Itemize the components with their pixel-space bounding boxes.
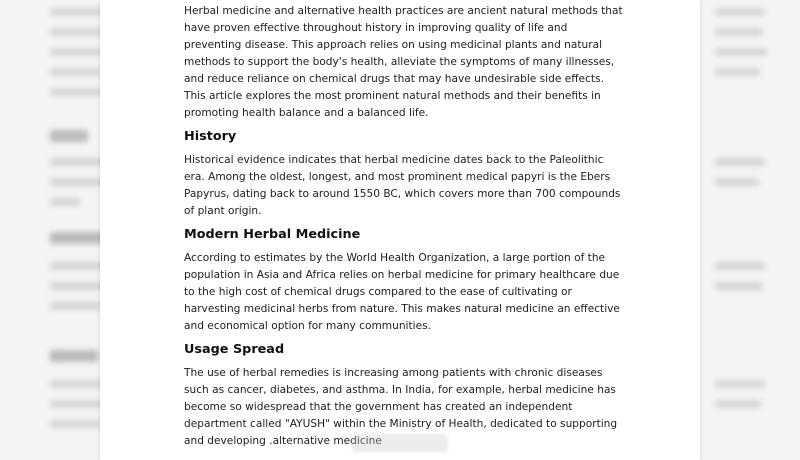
backdrop-line bbox=[50, 302, 102, 310]
backdrop-line bbox=[50, 420, 100, 428]
backdrop-line bbox=[715, 262, 765, 270]
backdrop-line bbox=[715, 380, 765, 388]
section-body-usage-spread: The use of herbal remedies is increasing among patients with chronic diseases such as cancer, diabetes, and asthma. In India, for example, herbal medicine has become so widespread that the government has created an independent department called "AYUSH" within the Ministry of Health, dedicated to supporting and developing .alternative medicine bbox=[184, 367, 618, 447]
intro-paragraph: Herbal medicine and alternative health practices are ancient natural methods that have proven effective throughout history in improving quality of life and preventing disease. This approach relies on using medicinal plants and natural methods to support the body's health, alleviate the symptoms of many illnesses, and reduce reliance on chemical drugs that may have undesirable side effects. This article explores the most prominent natural methods and their benefits in promoting health balance and a balanced life. bbox=[184, 5, 623, 119]
backdrop-line bbox=[715, 178, 759, 186]
backdrop-line bbox=[50, 178, 105, 186]
backdrop-heading bbox=[50, 350, 98, 362]
backdrop-line bbox=[715, 400, 761, 408]
backdrop-line bbox=[50, 198, 80, 206]
backdrop-line bbox=[715, 28, 763, 36]
backdrop-line bbox=[50, 28, 105, 36]
backdrop-line bbox=[715, 48, 767, 56]
section-heading-history: History bbox=[184, 129, 237, 144]
backdrop-line bbox=[50, 400, 105, 408]
backdrop-heading bbox=[50, 232, 105, 244]
document-page bbox=[100, 0, 700, 460]
backdrop-line bbox=[715, 282, 763, 290]
backdrop-heading bbox=[50, 130, 88, 142]
section-heading-usage-spread: Usage Spread bbox=[184, 342, 285, 357]
backdrop-line bbox=[715, 8, 765, 16]
section-body-modern-herbal-medicine: According to estimates by the World Health Organization, a large portion of the population in Asia and Africa relies on herbal medicine for primary healthcare due to the high cost of chemical drugs compared to the ease of cultivating or harvesting medicinal herbs from nature. This makes natural medicine an effective and economical option for many communities. bbox=[184, 252, 620, 332]
backdrop-line bbox=[715, 68, 760, 76]
article-body bbox=[184, 3, 624, 456]
backdrop-line bbox=[50, 68, 100, 76]
watermark-logo bbox=[352, 434, 448, 452]
section-heading-modern-herbal-medicine: Modern Herbal Medicine bbox=[184, 227, 361, 242]
backdrop-line bbox=[715, 158, 765, 166]
section-body-history: Historical evidence indicates that herbal medicine dates back to the Paleolithic era. Among the oldest, longest, and most prominent medical papyri is the Ebers Papyrus, dating back to around 1550 BC, which covers more than 700 compounds of plant origin. bbox=[184, 154, 621, 217]
